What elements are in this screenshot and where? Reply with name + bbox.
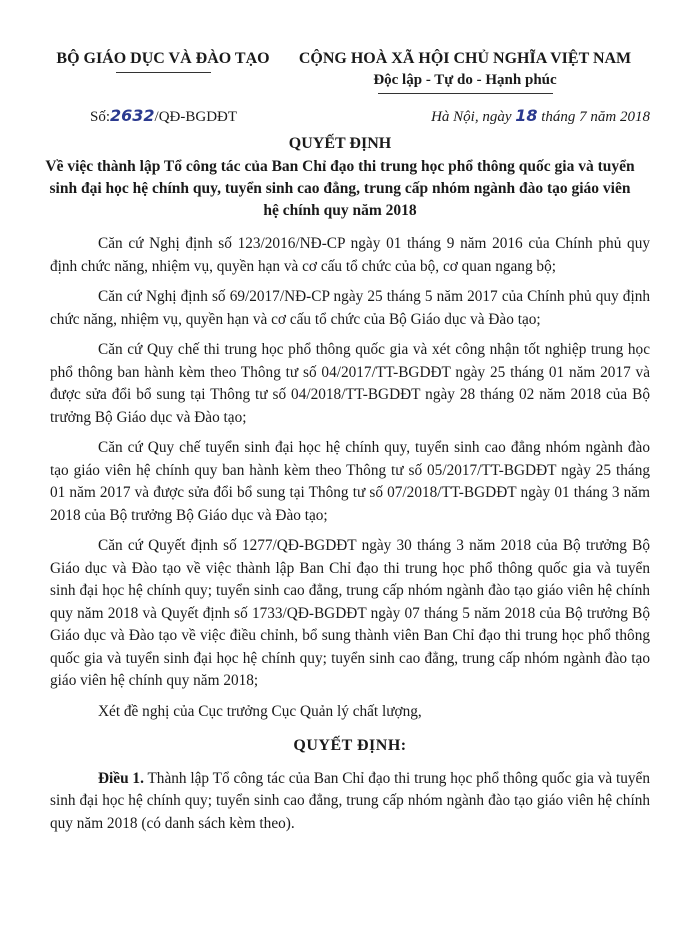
document-number [90, 106, 237, 126]
article-1 [50, 768, 650, 836]
national-motto: Độc lập - Tự do - Hạnh phúc [373, 72, 557, 88]
document-body [50, 233, 650, 843]
decision-subject: Về việc thành lập Tổ công tác của Ban Chỉ đạo thi trung học phổ thông quốc gia và tuyển sinh đại học hệ chính quy, tuyển sinh cao đẳng, trung cấp nhóm ngành đào tạo giáo viên hệ chính quy năm 2018 [45, 158, 635, 219]
date-prefix: Hà Nội, ngày [431, 109, 516, 125]
republic-header [275, 50, 655, 94]
date-suffix: tháng 7 năm 2018 [537, 109, 650, 125]
preamble-paragraph: Căn cứ Quyết định số 1277/QĐ-BGDĐT ngày 30 tháng 3 năm 2018 của Bộ trưởng Bộ Giáo dục và Đào tạo về việc thành lập Ban Chỉ đạo thi trung học phổ thông quốc gia và tuyển sinh đại học hệ chính quy; tuyển sinh cao đẳng, trung cấp nhóm ngành đào tạo giáo viên hệ chính quy năm 2018 và Quyết định số 1733/QĐ-BGDĐT ngày 07 tháng 5 năm 2018 của Bộ trưởng Bộ Giáo dục và Đào tạo về việc điều chỉnh, bổ sung thành viên Ban Chỉ đạo thi trung học phổ thông quốc gia và tuyển sinh đại học hệ chính quy; tuyển sinh cao đẳng, trung cấp nhóm ngành đào tạo giáo viên hệ chính quy năm 2018; [50, 537, 650, 689]
ministry-header [48, 50, 278, 73]
republic-name: CỘNG HOÀ XÃ HỘI CHỦ NGHĨA VIỆT NAM [298, 50, 632, 67]
number-suffix: /QĐ-BGDĐT [154, 109, 238, 125]
preamble-paragraph: Xét đề nghị của Cục trưởng Cục Quản lý chất lượng, [98, 702, 422, 720]
ministry-name: BỘ GIÁO DỤC VÀ ĐÀO TẠO [56, 50, 270, 67]
preamble-paragraph: Căn cứ Quy chế thi trung học phổ thông quốc gia và xét công nhận tốt nghiệp trung học phổ thông ban hành kèm theo Thông tư số 04/2017/TT-BGDĐT ngày 25 tháng 01 năm 2017 và được sửa đổi bổ sung tại Thông tư số 04/2018/TT-BGDĐT ngày 28 tháng 02 năm 2018 của Bộ trưởng Bộ Giáo dục và Đào tạo; [50, 341, 650, 426]
document-date [360, 106, 650, 126]
decision-heading: QUYẾT ĐỊNH: [293, 737, 407, 754]
article-1-text: Thành lập Tổ công tác của Ban Chỉ đạo thi trung học phổ thông quốc gia và tuyển sinh đại học hệ chính quy; tuyển sinh cao đẳng, trung cấp nhóm ngành đào tạo giáo viên hệ chính quy năm 2018 (có danh sách kèm theo). [50, 769, 650, 832]
article-1-label: Điều 1. [98, 769, 144, 787]
preamble-paragraph: Căn cứ Quy chế tuyển sinh đại học hệ chính quy, tuyển sinh cao đẳng nhóm ngành đào tạo giáo viên hệ chính quy ban hành kèm theo Thông tư số 05/2017/TT-BGDĐT ngày 25 tháng 01 năm 2017 và được sửa đổi bổ sung tại Thông tư số 07/2018/TT-BGDĐT ngày 01 tháng 3 năm 2018 của Bộ trưởng Bộ Giáo dục và Đào tạo; [50, 439, 650, 524]
preamble-paragraph: Căn cứ Nghị định số 123/2016/NĐ-CP ngày 01 tháng 9 năm 2016 của Chính phủ quy định chức năng, nhiệm vụ, quyền hạn và cơ cấu tổ chức của bộ, cơ quan ngang bộ; [50, 235, 650, 275]
decision-title-block [40, 133, 640, 222]
preamble-paragraph: Căn cứ Nghị định số 69/2017/NĐ-CP ngày 25 tháng 5 năm 2017 của Chính phủ quy định chức năng, nhiệm vụ, quyền hạn và cơ cấu tổ chức của Bộ Giáo dục và Đào tạo; [50, 288, 650, 328]
number-prefix: Số: [90, 109, 111, 125]
date-day-handwritten: 18 [515, 106, 538, 125]
motto-underline [378, 93, 553, 94]
number-handwritten: 2632 [110, 106, 155, 125]
decision-title: QUYẾT ĐỊNH [288, 135, 392, 152]
ministry-underline [116, 72, 211, 73]
